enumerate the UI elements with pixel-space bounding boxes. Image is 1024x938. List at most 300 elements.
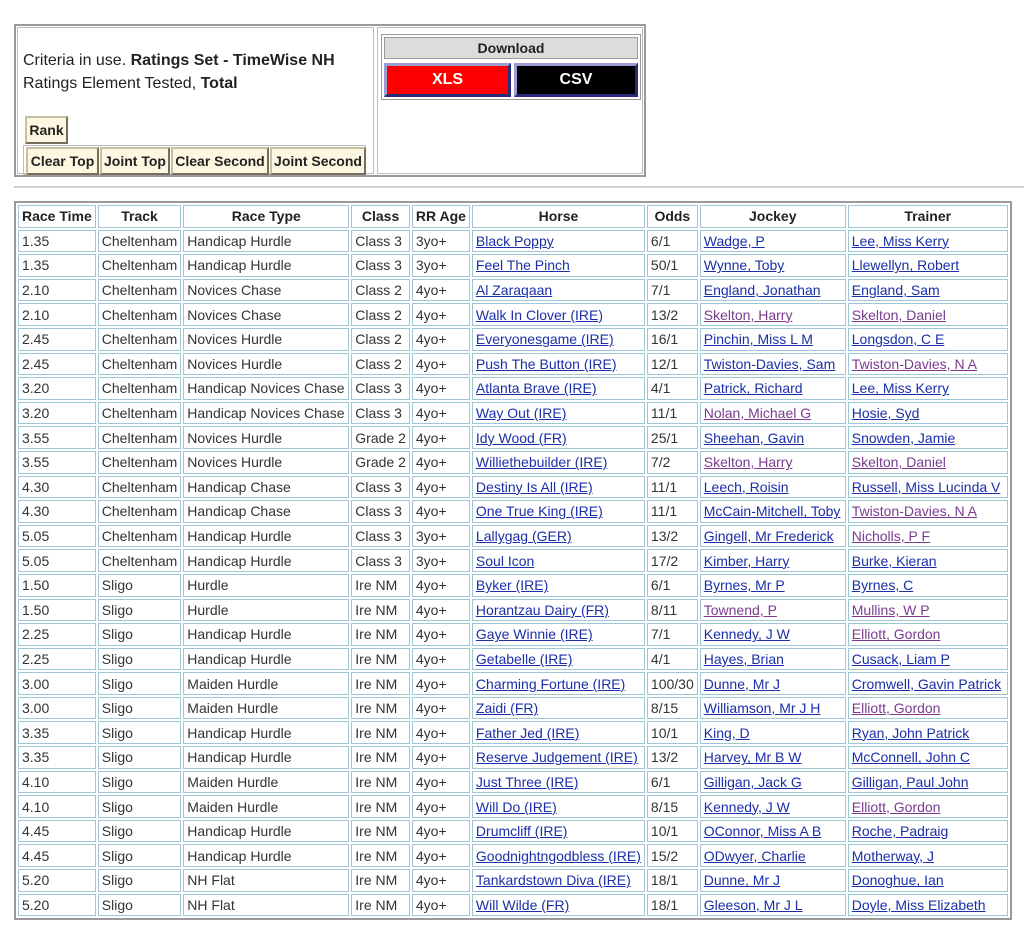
cell-race-time: 2.10	[18, 279, 96, 302]
cell-odds: 13/2	[647, 525, 698, 548]
cell-race-type: Novices Hurdle	[183, 426, 349, 449]
cell-odds: 4/1	[647, 377, 698, 400]
cell-odds: 13/2	[647, 303, 698, 326]
horse-link[interactable]: Way Out (IRE)	[475, 405, 567, 422]
column-header-track: Track	[98, 205, 182, 228]
table-row	[18, 279, 1008, 302]
criteria-summary	[17, 27, 374, 174]
cell-trainer	[848, 697, 1008, 720]
trainer-link[interactable]: Cusack, Liam P	[851, 650, 950, 667]
trainer-link[interactable]: Hosie, Syd	[851, 405, 920, 422]
cell-jockey	[700, 869, 846, 892]
cell-class: Class 3	[351, 402, 410, 425]
jockey-link[interactable]: Hayes, Brian	[703, 650, 784, 667]
cell-race-type: Handicap Novices Chase	[183, 377, 349, 400]
table-row	[18, 230, 1008, 253]
jockey-link[interactable]: Dunne, Mr J	[703, 675, 780, 692]
trainer-link[interactable]: Gilligan, Paul John	[851, 773, 969, 790]
trainer-link[interactable]: Skelton, Daniel	[851, 454, 946, 471]
jockey-link[interactable]: Harvey, Mr B W	[703, 749, 802, 766]
cell-jockey	[700, 525, 846, 548]
cell-class: Class 2	[351, 279, 410, 302]
cell-track: Cheltenham	[98, 525, 182, 548]
cell-horse	[472, 574, 645, 597]
cell-race-type: Hurdle	[183, 574, 349, 597]
cell-horse	[472, 672, 645, 695]
cell-rr-age: 4yo+	[412, 623, 470, 646]
trainer-link[interactable]: England, Sam	[851, 282, 940, 299]
jockey-link[interactable]: Gilligan, Jack G	[703, 773, 802, 790]
cell-odds: 15/2	[647, 844, 698, 867]
cell-class: Class 3	[351, 500, 410, 523]
horse-link[interactable]: Charming Fortune (IRE)	[475, 675, 626, 692]
cell-race-type: Handicap Hurdle	[183, 623, 349, 646]
cell-race-type: Maiden Hurdle	[183, 697, 349, 720]
clear-second-button[interactable]: Clear Second	[171, 147, 269, 175]
trainer-link[interactable]: Byrnes, C	[851, 577, 914, 594]
cell-track: Cheltenham	[98, 303, 182, 326]
cell-class: Ire NM	[351, 746, 410, 769]
joint-top-button[interactable]: Joint Top	[100, 147, 170, 175]
trainer-link[interactable]: Twiston-Davies, N A	[851, 503, 978, 520]
trainer-link[interactable]: McConnell, John C	[851, 749, 971, 766]
cell-trainer	[848, 746, 1008, 769]
trainer-link[interactable]: Doyle, Miss Elizabeth	[851, 896, 986, 913]
trainer-link[interactable]: Twiston-Davies, N A	[851, 355, 978, 372]
jockey-link[interactable]: Patrick, Richard	[703, 380, 803, 397]
cell-race-type: Handicap Hurdle	[183, 721, 349, 744]
cell-race-time: 1.50	[18, 599, 96, 622]
cell-odds: 7/1	[647, 279, 698, 302]
cell-class: Class 3	[351, 476, 410, 499]
cell-odds: 25/1	[647, 426, 698, 449]
cell-rr-age: 4yo+	[412, 721, 470, 744]
cell-track: Cheltenham	[98, 230, 182, 253]
table-row	[18, 377, 1008, 400]
cell-trainer	[848, 476, 1008, 499]
cell-trainer	[848, 254, 1008, 277]
cell-race-type: Novices Hurdle	[183, 353, 349, 376]
cell-trainer	[848, 426, 1008, 449]
cell-trainer	[848, 377, 1008, 400]
cell-track: Sligo	[98, 746, 182, 769]
cell-race-type: Handicap Hurdle	[183, 549, 349, 572]
filter-button-group	[23, 145, 366, 175]
cell-class: Class 2	[351, 303, 410, 326]
cell-odds: 8/15	[647, 697, 698, 720]
jockey-link[interactable]: Williamson, Mr J H	[703, 700, 821, 717]
jockey-link[interactable]: Pinchin, Miss L M	[703, 331, 813, 348]
cell-class: Ire NM	[351, 795, 410, 818]
cell-odds: 12/1	[647, 353, 698, 376]
cell-trainer	[848, 574, 1008, 597]
download-panel	[377, 27, 643, 174]
download-controls	[381, 34, 641, 100]
cell-jockey	[700, 697, 846, 720]
cell-rr-age: 4yo+	[412, 353, 470, 376]
cell-track: Sligo	[98, 599, 182, 622]
table-row	[18, 648, 1008, 671]
cell-jockey	[700, 549, 846, 572]
cell-class: Ire NM	[351, 672, 410, 695]
cell-race-type: Novices Hurdle	[183, 328, 349, 351]
cell-horse	[472, 894, 645, 917]
cell-horse	[472, 377, 645, 400]
cell-rr-age: 4yo+	[412, 894, 470, 917]
cell-class: Ire NM	[351, 623, 410, 646]
cell-jockey	[700, 623, 846, 646]
cell-race-time: 3.55	[18, 451, 96, 474]
horse-link[interactable]: Will Do (IRE)	[475, 798, 557, 815]
cell-track: Cheltenham	[98, 402, 182, 425]
cell-race-time: 3.55	[18, 426, 96, 449]
horse-link[interactable]: Drumcliff (IRE)	[475, 823, 568, 840]
cell-race-type: Handicap Hurdle	[183, 525, 349, 548]
cell-odds: 11/1	[647, 500, 698, 523]
cell-horse	[472, 451, 645, 474]
cell-trainer	[848, 771, 1008, 794]
cell-race-type: Maiden Hurdle	[183, 771, 349, 794]
cell-rr-age: 4yo+	[412, 574, 470, 597]
table-header-row	[18, 205, 1008, 228]
trainer-link[interactable]: Elliott, Gordon	[851, 626, 941, 643]
cell-class: Class 2	[351, 353, 410, 376]
trainer-link[interactable]: Nicholls, P F	[851, 528, 931, 545]
table-row	[18, 599, 1008, 622]
table-row	[18, 721, 1008, 744]
cell-track: Sligo	[98, 648, 182, 671]
cell-race-type: Novices Chase	[183, 279, 349, 302]
horse-link[interactable]: One True King (IRE)	[475, 503, 603, 520]
horse-link[interactable]: Soul Icon	[475, 552, 535, 569]
cell-horse	[472, 648, 645, 671]
table-row	[18, 353, 1008, 376]
cell-jockey	[700, 844, 846, 867]
jockey-link[interactable]: King, D	[703, 724, 750, 741]
trainer-link[interactable]: Donoghue, Ian	[851, 872, 944, 889]
cell-rr-age: 3yo+	[412, 549, 470, 572]
cell-rr-age: 4yo+	[412, 820, 470, 843]
jockey-link[interactable]: Kennedy, J W	[703, 798, 790, 815]
cell-rr-age: 4yo+	[412, 426, 470, 449]
cell-horse	[472, 476, 645, 499]
cell-class: Ire NM	[351, 697, 410, 720]
cell-odds: 4/1	[647, 648, 698, 671]
horse-link[interactable]: Lallygag (GER)	[475, 528, 572, 545]
rank-button[interactable]: Rank	[25, 116, 68, 144]
criteria-element-line	[23, 75, 238, 93]
cell-track: Sligo	[98, 844, 182, 867]
cell-trainer	[848, 795, 1008, 818]
cell-trainer	[848, 303, 1008, 326]
cell-race-type: Novices Chase	[183, 303, 349, 326]
cell-track: Cheltenham	[98, 426, 182, 449]
table-row	[18, 623, 1008, 646]
cell-class: Class 3	[351, 549, 410, 572]
cell-trainer	[848, 648, 1008, 671]
cell-race-time: 4.45	[18, 820, 96, 843]
trainer-link[interactable]: Roche, Padraig	[851, 823, 949, 840]
cell-trainer	[848, 721, 1008, 744]
table-row	[18, 476, 1008, 499]
cell-horse	[472, 869, 645, 892]
cell-horse	[472, 328, 645, 351]
cell-horse	[472, 820, 645, 843]
cell-race-time: 4.10	[18, 795, 96, 818]
cell-trainer	[848, 894, 1008, 917]
jockey-link[interactable]: Sheehan, Gavin	[703, 429, 805, 446]
jockey-link[interactable]: Gingell, Mr Frederick	[703, 528, 834, 545]
cell-class: Ire NM	[351, 574, 410, 597]
cell-jockey	[700, 303, 846, 326]
trainer-link[interactable]: Elliott, Gordon	[851, 798, 941, 815]
cell-horse	[472, 230, 645, 253]
cell-horse	[472, 426, 645, 449]
clear-top-button[interactable]: Clear Top	[26, 147, 99, 175]
cell-trainer	[848, 525, 1008, 548]
cell-rr-age: 4yo+	[412, 697, 470, 720]
table-row	[18, 402, 1008, 425]
cell-class: Ire NM	[351, 648, 410, 671]
cell-rr-age: 4yo+	[412, 303, 470, 326]
cell-track: Sligo	[98, 894, 182, 917]
horse-link[interactable]: Father Jed (IRE)	[475, 724, 580, 741]
table-row	[18, 574, 1008, 597]
horse-link[interactable]: Idy Wood (FR)	[475, 429, 567, 446]
cell-trainer	[848, 230, 1008, 253]
trainer-link[interactable]: Mullins, W P	[851, 601, 930, 618]
table-row	[18, 328, 1008, 351]
cell-track: Cheltenham	[98, 377, 182, 400]
column-header-race-time: Race Time	[18, 205, 96, 228]
horse-link[interactable]: Walk In Clover (IRE)	[475, 306, 603, 323]
cell-trainer	[848, 599, 1008, 622]
horse-link[interactable]: Tankardstown Diva (IRE)	[475, 872, 631, 889]
jockey-link[interactable]: Kimber, Harry	[703, 552, 790, 569]
cell-race-time: 2.25	[18, 623, 96, 646]
cell-jockey	[700, 476, 846, 499]
table-row	[18, 795, 1008, 818]
cell-race-type: Handicap Hurdle	[183, 844, 349, 867]
jockey-link[interactable]: ODwyer, Charlie	[703, 847, 806, 864]
cell-rr-age: 4yo+	[412, 869, 470, 892]
horse-link[interactable]: Destiny Is All (IRE)	[475, 478, 593, 495]
cell-jockey	[700, 599, 846, 622]
jockey-link[interactable]: Dunne, Mr J	[703, 872, 780, 889]
cell-class: Ire NM	[351, 844, 410, 867]
cell-race-type: Handicap Hurdle	[183, 254, 349, 277]
horse-link[interactable]: Atlanta Brave (IRE)	[475, 380, 597, 397]
jockey-link[interactable]: Twiston-Davies, Sam	[703, 355, 836, 372]
column-header-jockey: Jockey	[700, 205, 846, 228]
trainer-link[interactable]: Lee, Miss Kerry	[851, 380, 949, 397]
horse-link[interactable]: Will Wilde (FR)	[475, 896, 570, 913]
horse-link[interactable]: Reserve Judgement (IRE)	[475, 749, 638, 766]
horse-link[interactable]: Everyonesgame (IRE)	[475, 331, 614, 348]
cell-race-type: Maiden Hurdle	[183, 795, 349, 818]
cell-race-time: 5.20	[18, 869, 96, 892]
trainer-link[interactable]: Cromwell, Gavin Patrick	[851, 675, 1002, 692]
cell-race-time: 4.30	[18, 476, 96, 499]
cell-race-type: Handicap Hurdle	[183, 230, 349, 253]
trainer-link[interactable]: Elliott, Gordon	[851, 700, 941, 717]
cell-track: Cheltenham	[98, 476, 182, 499]
table-row	[18, 894, 1008, 917]
cell-class: Ire NM	[351, 820, 410, 843]
jockey-link[interactable]: Wadge, P	[703, 232, 765, 249]
cell-track: Sligo	[98, 771, 182, 794]
cell-jockey	[700, 402, 846, 425]
cell-race-type: NH Flat	[183, 894, 349, 917]
cell-horse	[472, 353, 645, 376]
jockey-link[interactable]: Skelton, Harry	[703, 306, 793, 323]
cell-trainer	[848, 623, 1008, 646]
column-header-class: Class	[351, 205, 410, 228]
trainer-link[interactable]: Snowden, Jamie	[851, 429, 956, 446]
cell-race-time: 5.05	[18, 525, 96, 548]
table-row	[18, 426, 1008, 449]
trainer-link[interactable]: Longsdon, C E	[851, 331, 945, 348]
cell-rr-age: 4yo+	[412, 795, 470, 818]
jockey-link[interactable]: Townend, P	[703, 601, 777, 618]
jockey-link[interactable]: OConnor, Miss A B	[703, 823, 822, 840]
cell-race-time: 1.35	[18, 254, 96, 277]
cell-track: Sligo	[98, 574, 182, 597]
cell-trainer	[848, 279, 1008, 302]
joint-second-button[interactable]: Joint Second	[270, 147, 366, 175]
trainer-link[interactable]: Skelton, Daniel	[851, 306, 946, 323]
cell-trainer	[848, 672, 1008, 695]
cell-horse	[472, 746, 645, 769]
cell-jockey	[700, 254, 846, 277]
cell-class: Class 3	[351, 230, 410, 253]
jockey-link[interactable]: Byrnes, Mr P	[703, 577, 785, 594]
cell-trainer	[848, 820, 1008, 843]
criteria-ratings-set-line	[23, 52, 335, 70]
cell-trainer	[848, 549, 1008, 572]
horse-link[interactable]: Byker (IRE)	[475, 577, 549, 594]
cell-track: Cheltenham	[98, 500, 182, 523]
cell-odds: 18/1	[647, 894, 698, 917]
cell-race-time: 3.20	[18, 402, 96, 425]
cell-rr-age: 4yo+	[412, 451, 470, 474]
cell-rr-age: 4yo+	[412, 599, 470, 622]
table-row	[18, 451, 1008, 474]
table-row	[18, 500, 1008, 523]
jockey-link[interactable]: England, Jonathan	[703, 282, 821, 299]
column-header-trainer: Trainer	[848, 205, 1008, 228]
horse-link[interactable]: Williethebuilder (IRE)	[475, 454, 608, 471]
cell-horse	[472, 549, 645, 572]
jockey-link[interactable]: Gleeson, Mr J L	[703, 896, 803, 913]
cell-race-time: 2.45	[18, 328, 96, 351]
trainer-link[interactable]: Russell, Miss Lucinda V	[851, 478, 1001, 495]
cell-race-time: 2.45	[18, 353, 96, 376]
horse-link[interactable]: Black Poppy	[475, 232, 554, 249]
trainer-link[interactable]: Motherway, J	[851, 847, 934, 864]
cell-jockey	[700, 721, 846, 744]
cell-race-time: 5.05	[18, 549, 96, 572]
cell-track: Cheltenham	[98, 451, 182, 474]
cell-class: Ire NM	[351, 894, 410, 917]
cell-trainer	[848, 328, 1008, 351]
cell-track: Cheltenham	[98, 254, 182, 277]
cell-rr-age: 4yo+	[412, 402, 470, 425]
horse-link[interactable]: Just Three (IRE)	[475, 773, 579, 790]
results-table	[14, 201, 1012, 920]
cell-odds: 10/1	[647, 721, 698, 744]
cell-track: Cheltenham	[98, 353, 182, 376]
cell-odds: 7/1	[647, 623, 698, 646]
jockey-link[interactable]: McCain-Mitchell, Toby	[703, 503, 841, 520]
cell-jockey	[700, 328, 846, 351]
cell-jockey	[700, 795, 846, 818]
cell-track: Sligo	[98, 795, 182, 818]
table-row	[18, 697, 1008, 720]
horse-link[interactable]: Zaidi (FR)	[475, 700, 539, 717]
cell-jockey	[700, 353, 846, 376]
jockey-link[interactable]: Skelton, Harry	[703, 454, 793, 471]
horse-link[interactable]: Horantzau Dairy (FR)	[475, 601, 609, 618]
cell-horse	[472, 254, 645, 277]
horse-link[interactable]: Push The Button (IRE)	[475, 355, 617, 372]
cell-race-time: 4.45	[18, 844, 96, 867]
cell-race-time: 4.30	[18, 500, 96, 523]
cell-race-time: 1.35	[18, 230, 96, 253]
jockey-link[interactable]: Kennedy, J W	[703, 626, 790, 643]
cell-jockey	[700, 648, 846, 671]
cell-track: Sligo	[98, 869, 182, 892]
cell-trainer	[848, 869, 1008, 892]
cell-jockey	[700, 500, 846, 523]
trainer-link[interactable]: Llewellyn, Robert	[851, 257, 960, 274]
cell-race-type: Handicap Chase	[183, 476, 349, 499]
xls-download-button[interactable]: XLS	[384, 63, 511, 97]
cell-class: Class 2	[351, 328, 410, 351]
cell-jockey	[700, 230, 846, 253]
horse-link[interactable]: Al Zaraqaan	[475, 282, 553, 299]
cell-horse	[472, 771, 645, 794]
trainer-link[interactable]: Burke, Kieran	[851, 552, 937, 569]
horse-link[interactable]: Feel The Pinch	[475, 257, 570, 274]
jockey-link[interactable]: Wynne, Toby	[703, 257, 785, 274]
cell-horse	[472, 279, 645, 302]
cell-race-time: 5.20	[18, 894, 96, 917]
csv-download-button[interactable]: CSV	[514, 63, 638, 97]
cell-rr-age: 4yo+	[412, 746, 470, 769]
horse-link[interactable]: Getabelle (IRE)	[475, 650, 573, 667]
cell-race-time: 3.00	[18, 672, 96, 695]
cell-track: Sligo	[98, 820, 182, 843]
cell-rr-age: 4yo+	[412, 844, 470, 867]
cell-odds: 11/1	[647, 476, 698, 499]
criteria-element: Total	[200, 75, 238, 92]
cell-horse	[472, 525, 645, 548]
horse-link[interactable]: Goodnightngodbless (IRE)	[475, 847, 641, 864]
cell-odds: 50/1	[647, 254, 698, 277]
jockey-link[interactable]: Nolan, Michael G	[703, 405, 812, 422]
cell-rr-age: 4yo+	[412, 648, 470, 671]
trainer-link[interactable]: Ryan, John Patrick	[851, 724, 970, 741]
cell-horse	[472, 623, 645, 646]
trainer-link[interactable]: Lee, Miss Kerry	[851, 232, 949, 249]
horse-link[interactable]: Gaye Winnie (IRE)	[475, 626, 593, 643]
cell-track: Sligo	[98, 672, 182, 695]
column-header-rr-age: RR Age	[412, 205, 470, 228]
cell-rr-age: 3yo+	[412, 254, 470, 277]
jockey-link[interactable]: Leech, Roisin	[703, 478, 789, 495]
cell-race-time: 4.10	[18, 771, 96, 794]
